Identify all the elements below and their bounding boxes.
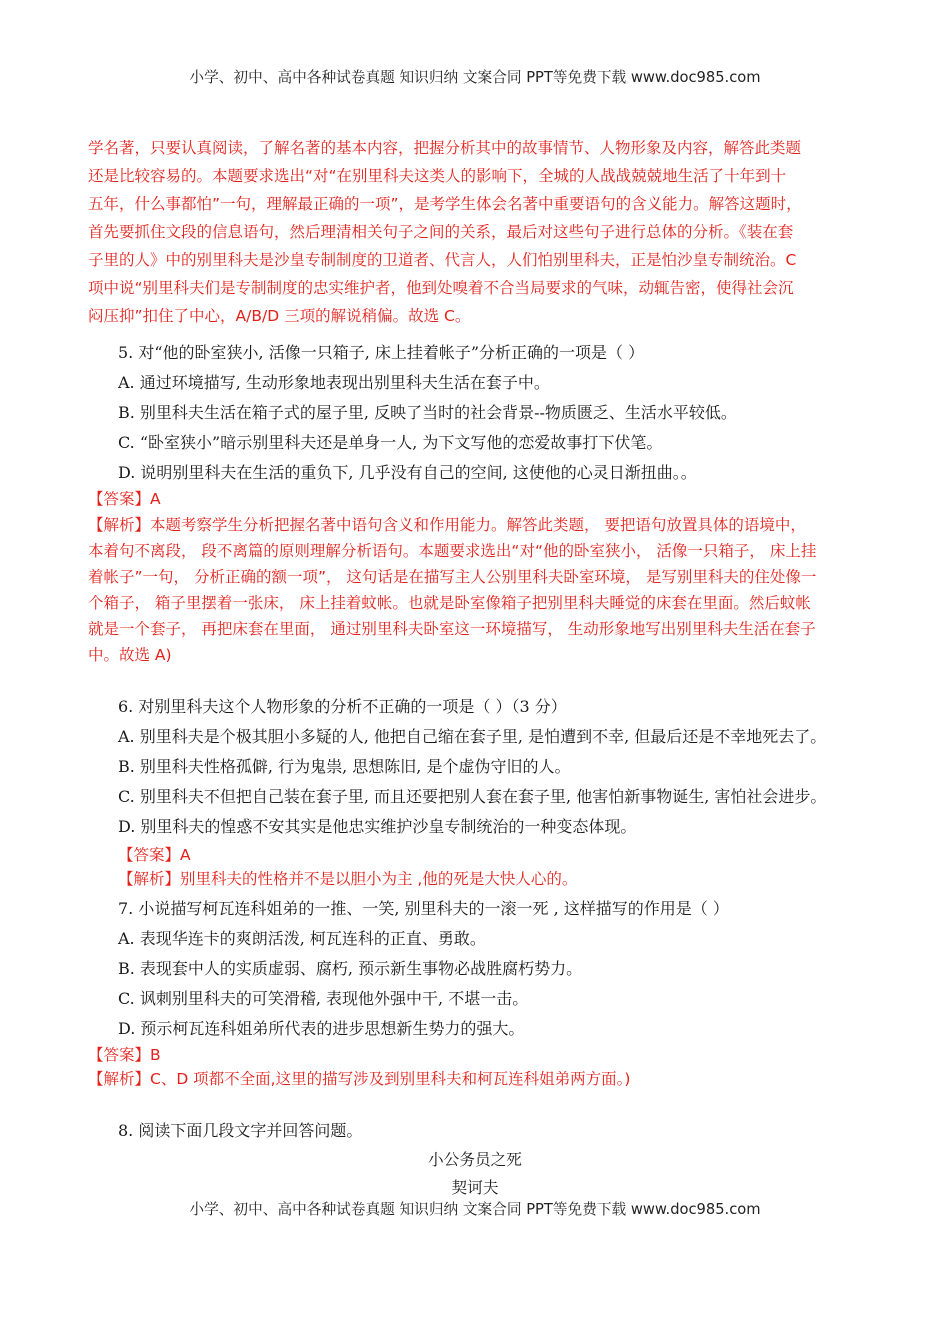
question-stem: 8. 阅读下面几段文字并回答问题。 xyxy=(118,1121,363,1140)
option-b: B. 别里科夫生活在箱子式的屋子里, 反映了当时的社会背景--物质匮乏、生活水平较低。 xyxy=(118,403,737,422)
option-b: B. 表现套中人的实质虚弱、腐朽, 预示新生事物必战胜腐朽势力。 xyxy=(118,959,583,978)
answer-label: 【答案】A xyxy=(88,490,161,508)
analysis-line: 【解析】别里科夫的性格并不是以胆小为主 ,他的死是大快人心的。 xyxy=(118,870,578,888)
option-a: A. 表现华连卡的爽朗活泼, 柯瓦连科的正直、勇敢。 xyxy=(118,929,486,948)
analysis-line: 个箱子， 箱子里摆着一张床， 床上挂着蚊帐。也就是卧室像箱子把别里科夫睡觉的床套在里面。然后蚊帐 xyxy=(88,594,811,612)
analysis-line: 中。故选 A) xyxy=(88,646,172,664)
explanation-line: 项中说“别里科夫们是专制制度的忠实维护者，他到处嗅着不合当局要求的气味，动辄告密，使得社会沉 xyxy=(88,279,794,297)
analysis-line: 就是一个套子， 再把床套在里面， 通过别里科夫卧室这一环境描写， 生动形象地写出别里科夫生活在套子 xyxy=(88,620,816,638)
question-stem: 5. 对“他的卧室狭小, 活像一只箱子, 床上挂着帐子”分析正确的一项是（ ） xyxy=(118,343,645,362)
option-b: B. 别里科夫性格孤僻, 行为鬼祟, 思想陈旧, 是个虚伪守旧的人。 xyxy=(118,757,571,776)
passage-title: 小公务员之死 xyxy=(428,1150,522,1169)
page-header: 小学、初中、高中各种试卷真题 知识归纳 文案合同 PPT等免费下载 www.doc985.com xyxy=(189,69,761,86)
answer-label: 【答案】A xyxy=(118,846,191,864)
option-a: A. 通过环境描写, 生动形象地表现出别里科夫生活在套子中。 xyxy=(118,373,550,392)
analysis-line: 【解析】本题考察学生分析把握名著中语句含义和作用能力。解答此类题， 要把语句放置具体的语境中， xyxy=(88,516,806,534)
explanation-line: 闷压抑”扣住了中心，A/B/D 三项的解说稍偏。故选 C。 xyxy=(88,307,471,325)
explanation-line: 学名著，只要认真阅读，了解名著的基本内容，把握分析其中的故事情节、人物形象及内容，解答此类题 xyxy=(88,139,802,157)
option-d: D. 预示柯瓦连科姐弟所代表的进步思想新生势力的强大。 xyxy=(118,1019,525,1038)
question-stem: 6. 对别里科夫这个人物形象的分析不正确的一项是（ ）（3 分） xyxy=(118,697,567,716)
answer-label: 【答案】B xyxy=(88,1046,161,1064)
analysis-line: 本着句不离段， 段不离篇的原则理解分析语句。本题要求选出“对“他的卧室狭小， 活像一只箱子， 床上挂 xyxy=(88,542,817,560)
option-c: C. 讽刺别里科夫的可笑滑稽, 表现他外强中干, 不堪一击。 xyxy=(118,989,529,1008)
explanation-line: 还是比较容易的。本题要求选出“对“在别里科夫这类人的影响下，全城的人战战兢兢地生活了十年到十 xyxy=(88,167,787,185)
option-c: C. 别里科夫不但把自己装在套子里, 而且还要把别人套在套子里, 他害怕新事物诞生, 害怕社会进步。 xyxy=(118,787,827,806)
option-c: C. “卧室狭小”暗示别里科夫还是单身一人, 为下文写他的恋爱故事打下伏笔。 xyxy=(118,433,663,452)
option-d: D. 别里科夫的惶惑不安其实是他忠实维护沙皇专制统治的一种变态体现。 xyxy=(118,817,637,836)
explanation-line: 首先要抓住文段的信息语句，然后理清相关句子之间的关系，最后对这些句子进行总体的分析。《装在套 xyxy=(88,223,794,241)
question-stem: 7. 小说描写柯瓦连科姐弟的一推、一笑, 别里科夫的一滚一死 , 这样描写的作用是（ ） xyxy=(118,899,729,918)
analysis-line: 着帐子”一句， 分析正确的额一项”， 这句话是在描写主人公别里科夫卧室环境， 是写别里科夫的住处像一 xyxy=(88,568,817,586)
analysis-line: 【解析】C、D 项都不全面,这里的描写涉及到别里科夫和柯瓦连科姐弟两方面。) xyxy=(88,1070,631,1088)
explanation-line: 子里的人》中的别里科夫是沙皇专制制度的卫道者、代言人，人们怕别里科夫，正是怕沙皇专制统治。C xyxy=(88,251,797,269)
explanation-line: 五年，什么事都怕”一句，理解最正确的一项”，是考学生体会名著中重要语句的含义能力。解答这题时， xyxy=(88,195,802,213)
page-footer: 小学、初中、高中各种试卷真题 知识归纳 文案合同 PPT等免费下载 www.doc985.com xyxy=(189,1201,761,1218)
option-a: A. 别里科夫是个极其胆小多疑的人, 他把自己缩在套子里, 是怕遭到不幸, 但最后还是不幸地死去了。 xyxy=(118,727,827,746)
option-d: D. 说明别里科夫在生活的重负下, 几乎没有自己的空间, 这使他的心灵日渐扭曲。。 xyxy=(118,463,697,482)
passage-author: 契诃夫 xyxy=(451,1178,499,1197)
